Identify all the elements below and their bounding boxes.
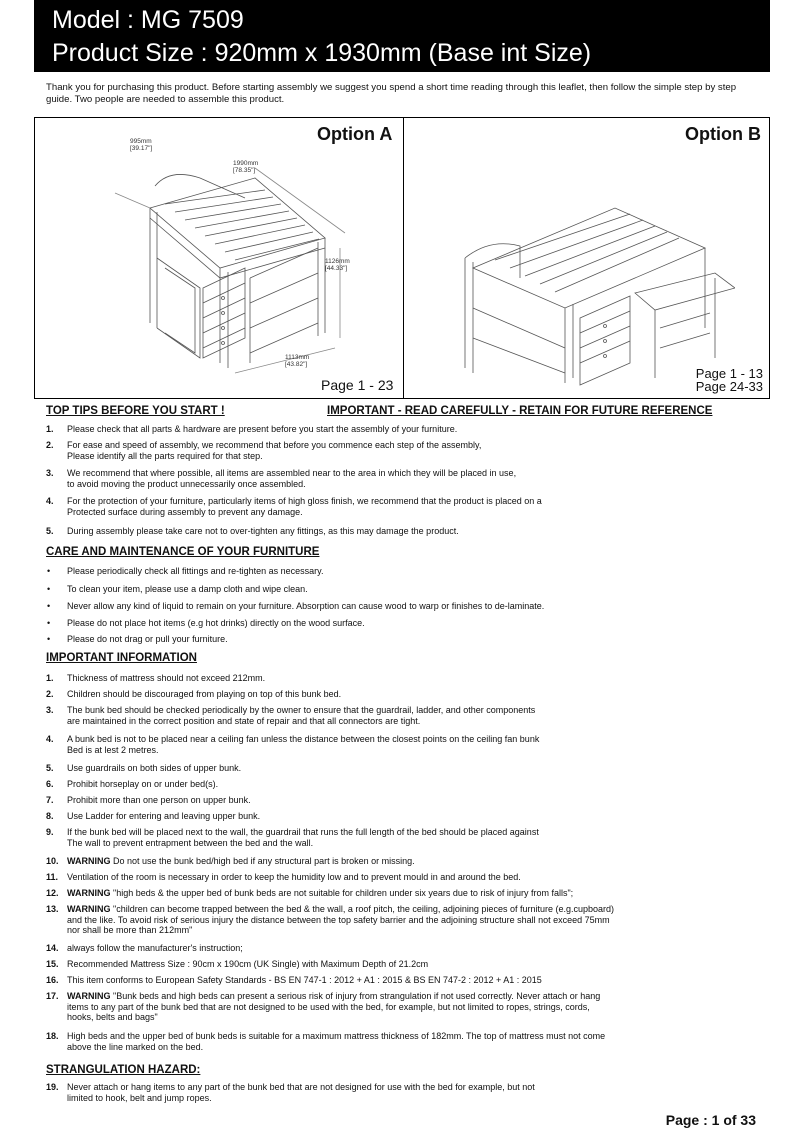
- item-text: Please check that all parts & hardware are present before you start the assembly of your furniture.: [67, 424, 458, 434]
- item-text: High beds and the upper bed of bunk beds is suitable for a maximum mattress thickness of 182mm. The top of mattress must not come above the line marked on the bed.: [67, 1031, 606, 1052]
- item-number: 4.: [46, 734, 54, 744]
- item-text: During assembly please take care not to over-tighten any fittings, as this may damage the product.: [67, 526, 459, 536]
- item-number: 1.: [46, 673, 54, 683]
- item-number: 4.: [46, 496, 54, 506]
- option-b-page-ref-1: Page 1 - 13: [695, 366, 763, 381]
- item-number: 16.: [46, 975, 59, 985]
- warning-text: "high beds & the upper bed of bunk beds are not suitable for children under six years due to risk of injury from falls";: [110, 888, 574, 898]
- item-text: We recommend that where possible, all items are assembled near to the area in which they will be placed in use, to avoid moving the product unnecessarily once assembled.: [67, 468, 517, 489]
- item-number: 8.: [46, 811, 54, 821]
- bullet-icon: •: [47, 634, 51, 644]
- warning-text: "Bunk beds and high beds can present a serious risk of injury from strangulation if not used correctly. Never attach or hang items to any part of the bunk bed that are not designed to be used with the bed, for example, but not limited to ropes, strings, cords, hooks, belts and bags": [67, 991, 601, 1022]
- top-tips-heading: TOP TIPS BEFORE YOU START !: [46, 405, 225, 417]
- item-number: 10.: [46, 856, 59, 866]
- item-text: [67, 856, 767, 867]
- care-heading: CARE AND MAINTENANCE OF YOUR FURNITURE: [46, 546, 320, 558]
- item-number: 5.: [46, 526, 54, 536]
- bullet-icon: •: [47, 601, 51, 611]
- item-text: [67, 991, 767, 1023]
- strangulation-heading: STRANGULATION HAZARD:: [46, 1064, 201, 1076]
- important-info-heading: IMPORTANT INFORMATION: [46, 652, 197, 664]
- item-text: [67, 888, 767, 899]
- item-number: 3.: [46, 468, 54, 478]
- item-number: 2.: [46, 689, 54, 699]
- item-text: A bunk bed is not to be placed near a ceiling fan unless the distance between the closest points on the ceiling fan bunk Bed is at lest 2 metres.: [67, 734, 540, 755]
- item-text: The bunk bed should be checked periodically by the owner to ensure that the guardrail, ladder, and other components are maintained in the correct position and state of repair and that all connectors are tight.: [67, 705, 536, 726]
- intro-text: Thank you for purchasing this product. Before starting assembly we suggest you spend a short time reading through this leaflet, then follow the simple step by step guide. Two people are needed to assemble this product.: [46, 82, 737, 105]
- dim-depth: 1113mm [43.82"]: [285, 354, 310, 368]
- item-number: 12.: [46, 888, 59, 898]
- item-text: To clean your item, please use a damp cloth and wipe clean.: [67, 584, 308, 594]
- item-number: 6.: [46, 779, 54, 789]
- dim-height: 1126mm [44.33"]: [325, 258, 350, 272]
- item-text: Recommended Mattress Size : 90cm x 190cm (UK Single) with Maximum Depth of 21.2cm: [67, 959, 429, 969]
- item-text: For ease and speed of assembly, we recommend that before you commence each step of the assembly, Please identify all the parts required for that step.: [67, 440, 482, 461]
- page-number: Page : 1 of 33: [665, 1112, 756, 1128]
- option-a-title: Option A: [317, 124, 393, 144]
- item-text: If the bunk bed will be placed next to the wall, the guardrail that runs the full length of the bed should be placed against The wall to prevent entrapment between the bed and the wall.: [67, 827, 539, 848]
- item-text: [67, 904, 767, 936]
- item-number: 7.: [46, 795, 54, 805]
- bullet-icon: •: [47, 584, 51, 594]
- option-a-bed-drawing: [95, 138, 355, 378]
- warning-label: WARNING: [67, 856, 111, 866]
- item-number: 14.: [46, 943, 59, 953]
- important-read-heading: IMPORTANT - READ CAREFULLY - RETAIN FOR FUTURE REFERENCE: [327, 405, 713, 417]
- warning-text: "children can become trapped between the bed & the wall, a roof pitch, the ceiling, adjoining pieces of furniture (e.g.cupboard) and the like. To avoid risk of serious injury the distance between the top safety barrier and the adjoining structure shall not exceed 75mm nor shall be more than 212mm": [67, 904, 615, 935]
- bullet-icon: •: [47, 618, 51, 628]
- item-text: Never attach or hang items to any part of the bunk bed that are not designed for use with the bed for example, but not limited to hook, belt and jump ropes.: [67, 1082, 535, 1103]
- warning-text: Do not use the bunk bed/high bed if any structural part is broken or missing.: [110, 856, 415, 866]
- item-number: 11.: [46, 872, 59, 882]
- item-text: Never allow any kind of liquid to remain on your furniture. Absorption can cause wood to warp or finishes to de-laminate.: [67, 601, 545, 611]
- item-number: 5.: [46, 763, 54, 773]
- item-text: Prohibit horseplay on or under bed(s).: [67, 779, 219, 789]
- item-number: 13.: [46, 904, 59, 914]
- item-number: 9.: [46, 827, 54, 837]
- warning-label: WARNING: [67, 888, 111, 898]
- item-text: For the protection of your furniture, particularly items of high gloss finish, we recommend that the product is placed on a Protected surface during assembly to prevent any damage.: [67, 496, 542, 517]
- item-text: Prohibit more than one person on upper bunk.: [67, 795, 251, 805]
- item-text: Use guardrails on both sides of upper bunk.: [67, 763, 242, 773]
- item-number: 2.: [46, 440, 54, 450]
- item-number: 15.: [46, 959, 59, 969]
- dim-length: 1990mm [78.35"]: [233, 160, 259, 174]
- item-number: 19.: [46, 1082, 59, 1092]
- item-text: Thickness of mattress should not exceed 212mm.: [67, 673, 266, 683]
- product-size: Product Size : 920mm x 1930mm (Base int Size): [52, 39, 592, 67]
- item-text: Please do not place hot items (e.g hot drinks) directly on the wood surface.: [67, 618, 365, 628]
- item-text: always follow the manufacturer's instruction;: [67, 943, 243, 953]
- warning-label: WARNING: [67, 904, 111, 914]
- warning-label: WARNING: [67, 991, 111, 1001]
- item-text: Use Ladder for entering and leaving upper bunk.: [67, 811, 261, 821]
- option-b-page-ref-2: Page 24-33: [695, 379, 763, 394]
- item-text: Please do not drag or pull your furniture.: [67, 634, 228, 644]
- option-a-page-ref: Page 1 - 23: [321, 377, 394, 393]
- item-number: 18.: [46, 1031, 59, 1041]
- item-text: Please periodically check all fittings and re-tighten as necessary.: [67, 566, 324, 576]
- item-text: Ventilation of the room is necessary in order to keep the humidity low and to prevent mould in and around the bed.: [67, 872, 521, 882]
- item-text: Children should be discouraged from playing on top of this bunk bed.: [67, 689, 342, 699]
- item-number: 17.: [46, 991, 59, 1001]
- option-b-title: Option B: [685, 124, 761, 144]
- option-b-bed-drawing: [455, 178, 735, 388]
- panel-divider: [403, 118, 404, 398]
- item-number: 1.: [46, 424, 54, 434]
- header-banner: [34, 0, 770, 72]
- dim-width: 995mm [39.17"]: [130, 138, 153, 152]
- model-title: Model : MG 7509: [52, 6, 244, 34]
- item-number: 3.: [46, 705, 54, 715]
- bullet-icon: •: [47, 566, 51, 576]
- options-panel: [34, 117, 770, 399]
- item-text: This item conforms to European Safety Standards - BS EN 747-1 : 2012 + A1 : 2015 & BS EN 747-2 : 2012 + A1 : 2015: [67, 975, 542, 985]
